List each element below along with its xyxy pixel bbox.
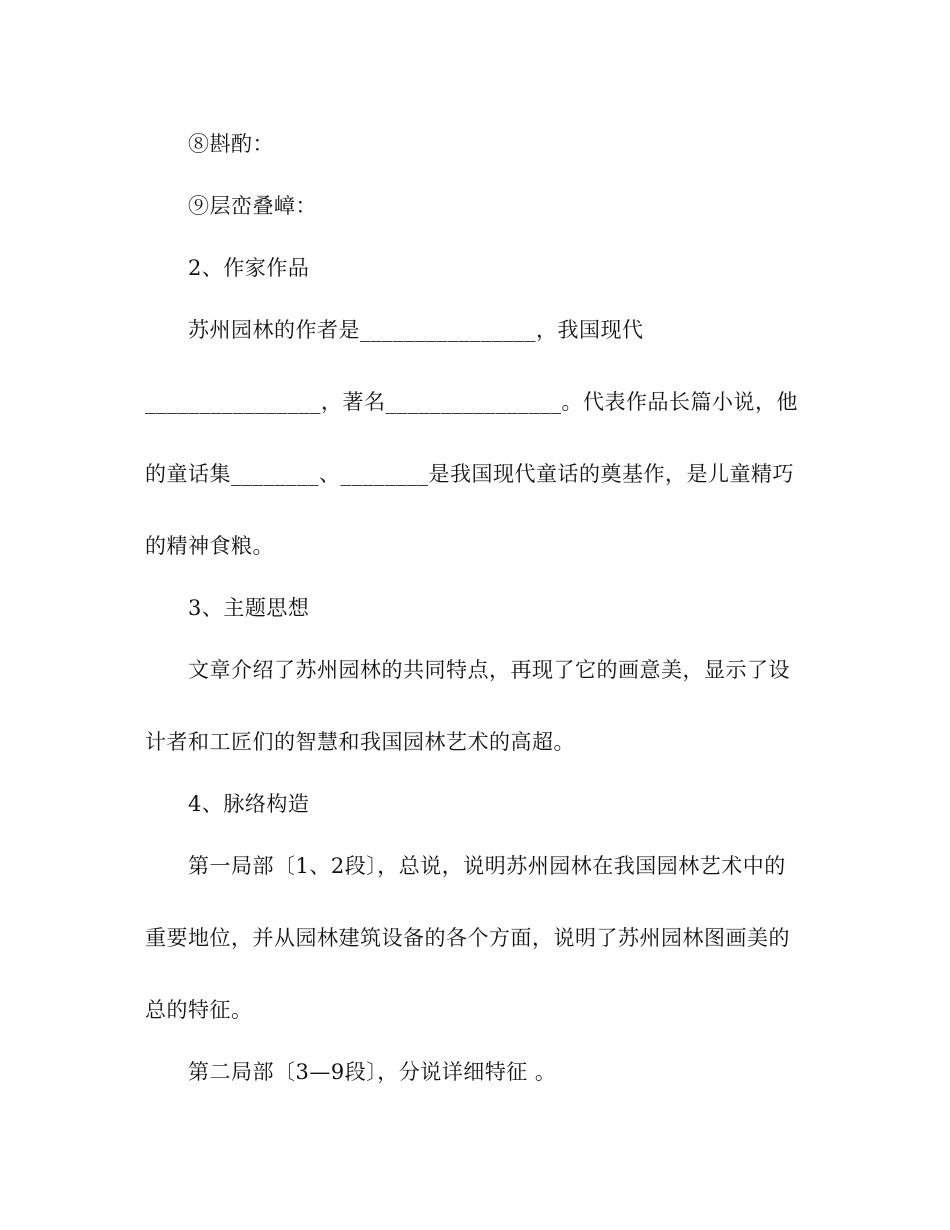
paragraph-line: 第一局部〔1、2段〕，总说，说明苏州园林在我国园林艺术中的 xyxy=(188,854,786,878)
paragraph-line: 苏州园林的作者是________________，我国现代 xyxy=(188,318,644,342)
section-heading-author: 2、作家作品 xyxy=(188,256,310,280)
paragraph-line: 的精神食粮。 xyxy=(145,534,274,558)
paragraph-line: 第二局部〔3—9段〕，分说详细特征 。 xyxy=(188,1060,557,1084)
paragraph-line: 总的特征。 xyxy=(145,998,253,1022)
paragraph-line: ________________，著名________________。代表作品长篇小说，他 xyxy=(145,390,798,414)
vocab-item-8: ⑧斟酌： xyxy=(188,132,274,156)
section-heading-structure: 4、脉络构造 xyxy=(188,792,310,816)
section-heading-theme: 3、主题思想 xyxy=(188,596,310,620)
paragraph-line: 文章介绍了苏州园林的共同特点，再现了它的画意美，显示了设 xyxy=(188,658,790,682)
paragraph-line: 重要地位，并从园林建筑设备的各个方面，说明了苏州园林图画美的 xyxy=(145,926,790,950)
vocab-item-9: ⑨层峦叠嶂： xyxy=(188,194,317,218)
paragraph-line: 计者和工匠们的智慧和我国园林艺术的高超。 xyxy=(145,730,575,754)
paragraph-line: 的童话集________、________是我国现代童话的奠基作，是儿童精巧 xyxy=(145,462,794,486)
